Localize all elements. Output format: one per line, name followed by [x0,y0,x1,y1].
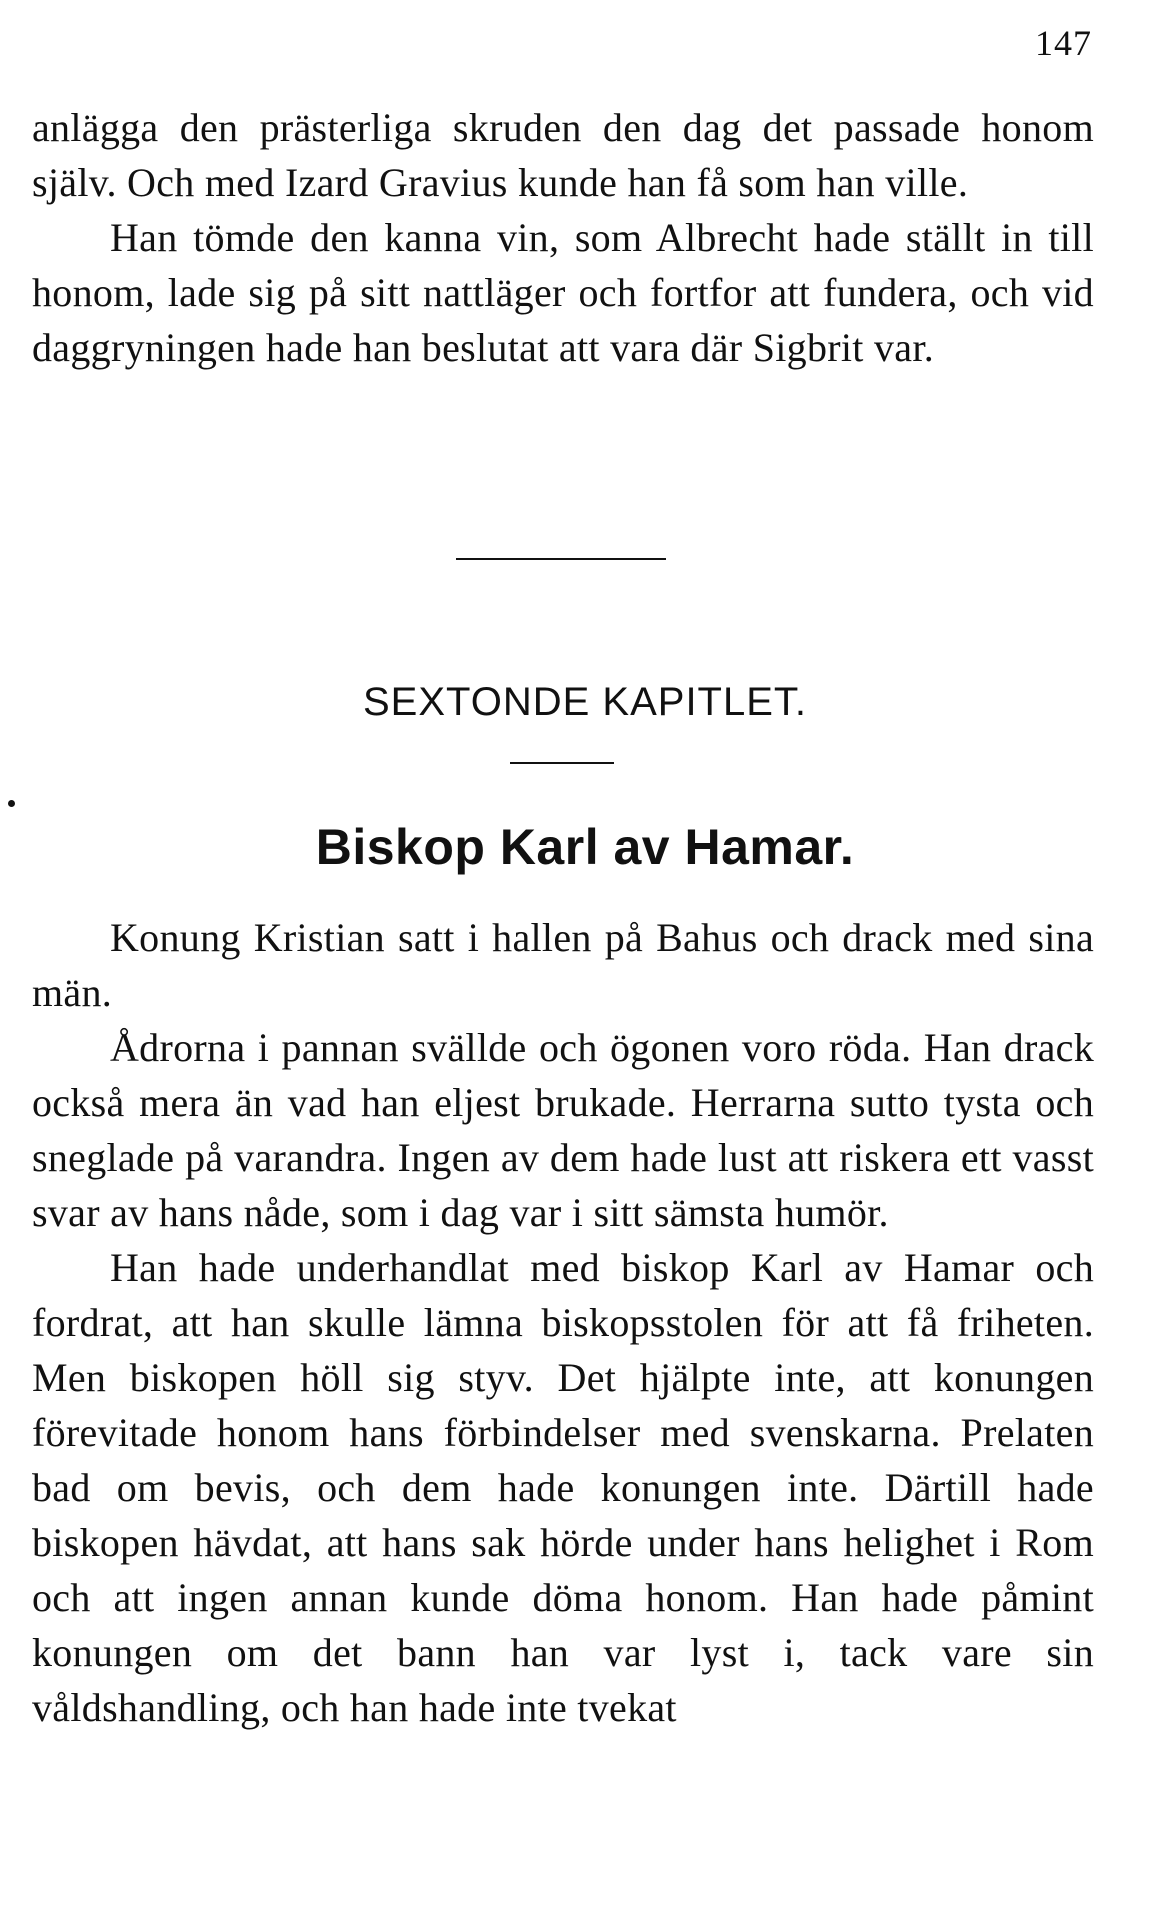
paragraph: Han hade underhandlat med biskop Karl av Hamar och fordrat, att han skulle lämna biskopsstolen för att få friheten. Men biskopen höll sig styv. Det hjälpte inte, att konungen förevitade honom hans förbindelser med svenskarna. Prelaten bad om bevis, och dem hade konungen inte. Därtill hade biskopen hävdat, att hans sak hörde under hans helighet i Rom och att ingen annan kunde döma honom. Han hade påmint konungen om det bann han var lyst i, tack vare sin våldshandling, och han hade inte tvekat [32,1245,1094,1730]
page-number: 147 [1035,23,1092,63]
chapter-title: Biskop Karl av Hamar. [315,819,855,875]
paragraph: Han tömde den kanna vin, som Albrecht hade ställt in till honom, lade sig på sitt nattläger och fortfor att fundera, och vid daggryningen hade han beslutat att vara där Sigbrit var. [32,215,1094,370]
paragraph: Konung Kristian satt i hallen på Bahus och drack med sina män. [32,915,1094,1015]
paragraph: Ådrorna i pannan svällde och ögonen voro röda. Han drack också mera än vad han eljest brukade. Herrarna sutto tysta och sneglade på varandra. Ingen av dem hade lust att riskera ett vasst svar av hans nåde, som i dag var i sitt sämsta humör. [32,1025,1094,1235]
chapter-body [32,910,1094,1735]
print-speck [8,800,15,807]
heading-divider [510,762,614,764]
previous-chapter-ending [32,100,1094,375]
chapter-heading: SEXTONDE KAPITLET. [362,680,808,724]
paragraph: anlägga den prästerliga skruden den dag det passade honom själv. Och med Izard Gravius kunde han få som han ville. [32,105,1094,205]
section-divider [456,558,666,560]
